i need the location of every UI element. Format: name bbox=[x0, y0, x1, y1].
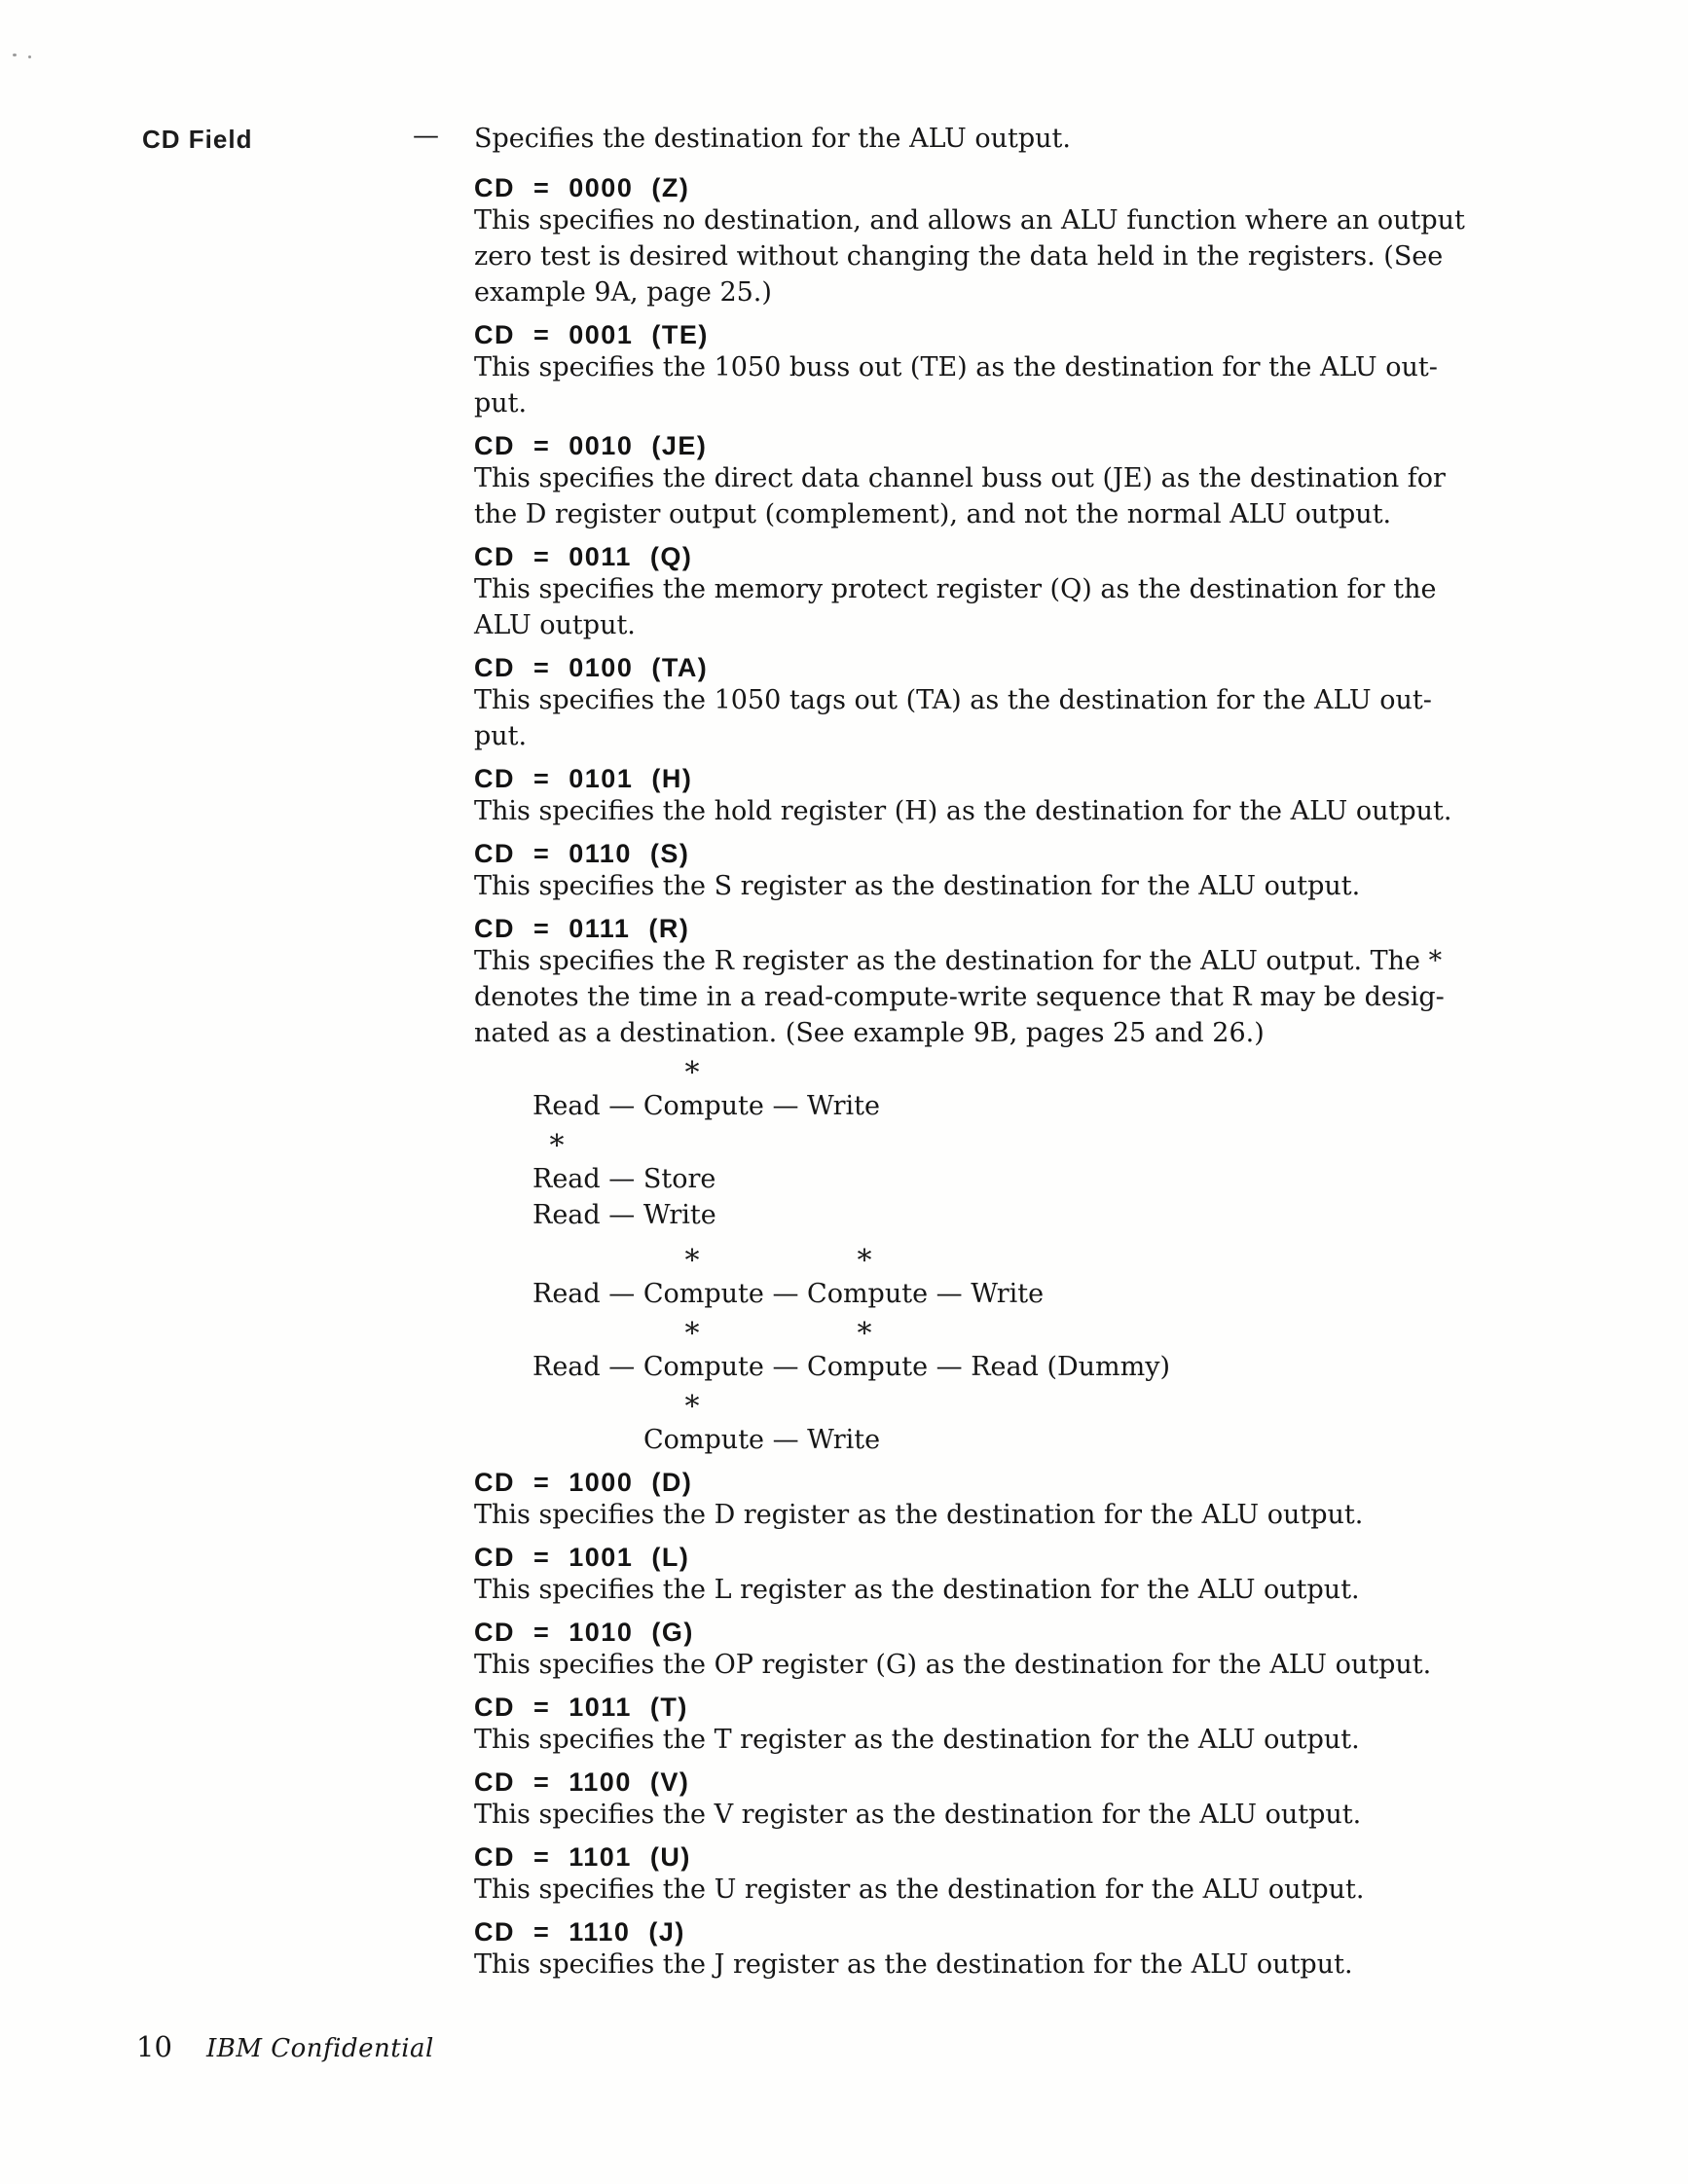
cd-code-heading: CD = 1101 (U) bbox=[474, 1842, 691, 1872]
cd-description-line: the D register output (complement), and not the normal ALU output. bbox=[474, 499, 1392, 529]
sequence-line: Compute — Write bbox=[643, 1425, 881, 1455]
cd-description-line: put. bbox=[474, 388, 528, 419]
cd-entry bbox=[474, 1543, 1525, 1608]
cd-code-heading: CD = 1110 (J) bbox=[474, 1917, 685, 1947]
timing-asterisk: * bbox=[684, 1317, 700, 1351]
sequence-line: Read — Compute — Compute — Read (Dummy) bbox=[532, 1352, 1171, 1382]
timing-sequence bbox=[532, 1244, 1525, 1312]
timing-sequence bbox=[532, 1129, 1525, 1233]
cd-code-heading: CD = 1011 (T) bbox=[474, 1693, 688, 1722]
cd-description-line: This specifies the T register as the destination for the ALU output. bbox=[474, 1725, 1360, 1755]
cd-code-heading: CD = 1100 (V) bbox=[474, 1767, 690, 1797]
asterisk-row bbox=[643, 1390, 1525, 1424]
asterisk-row bbox=[532, 1317, 1525, 1351]
cd-description-line: This specifies the memory protect register (Q) as the destination for the bbox=[474, 574, 1437, 604]
timing-asterisk: * bbox=[684, 1390, 700, 1424]
cd-description-line: This specifies the U register as the destination for the ALU output. bbox=[474, 1875, 1365, 1905]
cd-code-heading: CD = 0110 (S) bbox=[474, 839, 690, 868]
cd-entry bbox=[474, 1618, 1525, 1683]
cd-entry bbox=[474, 914, 1525, 1051]
cd-description-line: This specifies the V register as the destination for the ALU output. bbox=[474, 1800, 1362, 1830]
sequence-line: Read — Write bbox=[532, 1200, 716, 1230]
cd-code-heading: CD = 0111 (R) bbox=[474, 914, 690, 943]
cd-code-heading: CD = 0000 (Z) bbox=[474, 173, 690, 202]
timing-asterisk: * bbox=[684, 1244, 700, 1278]
cd-description-line: denotes the time in a read-compute-write sequence that R may be desig- bbox=[474, 982, 1445, 1012]
scan-speck bbox=[13, 54, 17, 56]
confidential-note: IBM Confidential bbox=[206, 2034, 434, 2063]
timing-asterisk: * bbox=[857, 1317, 872, 1351]
sequence-line: Read — Compute — Write bbox=[532, 1091, 880, 1121]
cd-entry bbox=[474, 839, 1525, 904]
cd-description-line: This specifies the R register as the destination for the ALU output. The * bbox=[474, 946, 1443, 976]
cd-entry bbox=[474, 653, 1525, 754]
cd-description-line: ALU output. bbox=[474, 610, 636, 640]
cd-description-line: This specifies the direct data channel buss out (JE) as the destination for bbox=[474, 463, 1446, 493]
cd-description-line: This specifies the L register as the destination for the ALU output. bbox=[474, 1575, 1360, 1605]
cd-code-heading: CD = 0011 (Q) bbox=[474, 542, 693, 571]
cd-description-line: zero test is desired without changing the data held in the registers. (See bbox=[474, 241, 1444, 272]
cd-code-heading: CD = 0001 (TE) bbox=[474, 320, 709, 349]
cd-code-heading: CD = 1010 (G) bbox=[474, 1618, 694, 1647]
cd-code-heading: CD = 0101 (H) bbox=[474, 764, 693, 793]
scan-speck bbox=[28, 55, 31, 58]
cd-description-line: This specifies no destination, and allows an ALU function where an output bbox=[474, 205, 1465, 236]
page-footer bbox=[136, 2030, 434, 2063]
cd-field-label: CD Field bbox=[142, 125, 253, 154]
cd-description-line: put. bbox=[474, 721, 528, 751]
cd-description-line: This specifies the D register as the destination for the ALU output. bbox=[474, 1500, 1364, 1530]
cd-description-line: This specifies the S register as the destination for the ALU output. bbox=[474, 871, 1361, 901]
cd-entry bbox=[474, 1842, 1525, 1908]
cd-entry bbox=[474, 173, 1525, 310]
timing-asterisk: * bbox=[857, 1244, 872, 1278]
cd-entry bbox=[474, 764, 1525, 829]
cd-description-line: This specifies the 1050 buss out (TE) as the destination for the ALU out- bbox=[474, 352, 1438, 382]
cd-entry bbox=[474, 1468, 1525, 1533]
page-number: 10 bbox=[136, 2030, 172, 2063]
em-dash: — bbox=[413, 121, 439, 151]
asterisk-row bbox=[532, 1244, 1525, 1278]
timing-asterisk: * bbox=[549, 1129, 565, 1163]
cd-description-line: This specifies the 1050 tags out (TA) as the destination for the ALU out- bbox=[474, 685, 1432, 715]
cd-code-heading: CD = 0100 (TA) bbox=[474, 653, 709, 682]
cd-entry bbox=[474, 1693, 1525, 1758]
cd-entry bbox=[474, 1767, 1525, 1833]
cd-entry bbox=[474, 431, 1525, 532]
cd-entry bbox=[474, 320, 1525, 421]
intro-text: Specifies the destination for the ALU output. bbox=[474, 124, 1071, 154]
sequence-line: Read — Compute — Compute — Write bbox=[532, 1279, 1045, 1309]
cd-description-line: example 9A, page 25.) bbox=[474, 277, 772, 308]
asterisk-row bbox=[532, 1129, 1525, 1163]
sequence-line: Read — Store bbox=[532, 1164, 716, 1194]
cd-description-line: nated as a destination. (See example 9B, pages 25 and 26.) bbox=[474, 1018, 1265, 1048]
cd-code-heading: CD = 1000 (D) bbox=[474, 1468, 693, 1497]
cd-description-line: This specifies the J register as the destination for the ALU output. bbox=[474, 1949, 1353, 1980]
cd-entry bbox=[474, 542, 1525, 643]
cd-code-heading: CD = 1001 (L) bbox=[474, 1543, 690, 1572]
asterisk-row bbox=[532, 1056, 1525, 1090]
timing-asterisk: * bbox=[684, 1056, 700, 1090]
cd-description-line: This specifies the hold register (H) as the destination for the ALU output. bbox=[474, 796, 1452, 826]
cd-entries-column bbox=[474, 164, 1525, 1983]
cd-entry bbox=[474, 1917, 1525, 1983]
cd-description-line: This specifies the OP register (G) as the destination for the ALU output. bbox=[474, 1650, 1432, 1680]
timing-sequence bbox=[643, 1390, 1525, 1458]
timing-sequence bbox=[532, 1056, 1525, 1124]
timing-sequence bbox=[532, 1317, 1525, 1385]
cd-code-heading: CD = 0010 (JE) bbox=[474, 431, 708, 460]
